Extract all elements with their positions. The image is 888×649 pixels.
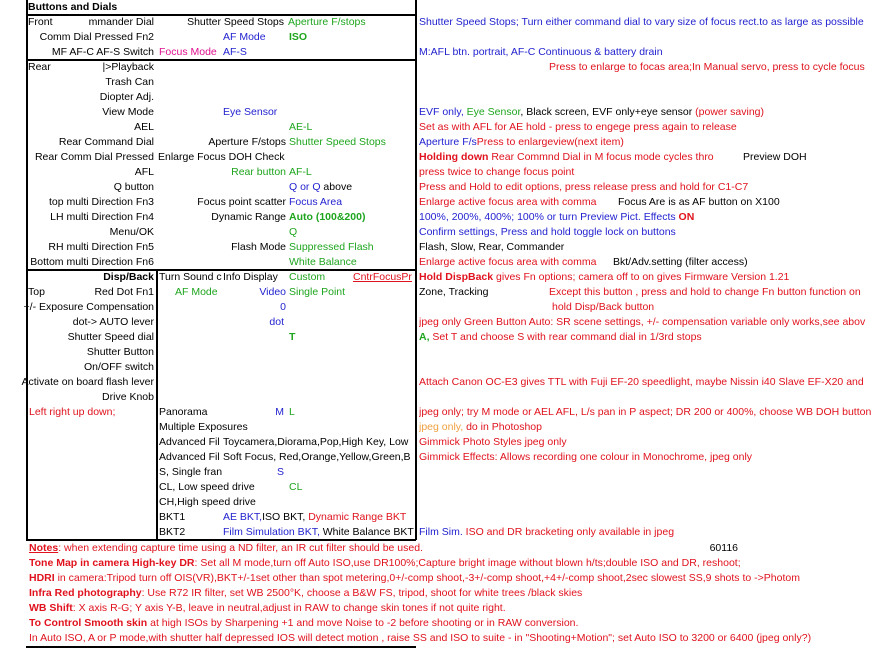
evf-part4: (power saving) bbox=[695, 106, 765, 118]
hdri-part1: HDRI bbox=[29, 572, 55, 584]
hold-disp-part1: Hold DispBack bbox=[419, 271, 494, 283]
cell-fn6-desc: Enlarge active focus area with comma bbox=[419, 256, 597, 268]
film-sim-part1: Film Sim. bbox=[419, 526, 463, 538]
cell-fn6: Bottom multi Direction Fn6 bbox=[30, 256, 154, 268]
cell-q-desc: Press and Hold to edit options, press release press and hold for C1-C7 bbox=[419, 181, 749, 193]
cell-playback: |>Playback bbox=[102, 61, 154, 73]
notes-part1: Notes bbox=[29, 542, 59, 554]
cell-menu-ok: Menu/OK bbox=[109, 226, 154, 238]
cell-eye-sensor: Eye Sensor bbox=[223, 106, 278, 118]
wb-part2: : X axis R-G; Y axis Y-B, leave in neutral,adjust in RAW to change skin tones if not quite right. bbox=[72, 602, 506, 614]
cell-bkt1-values bbox=[223, 510, 415, 525]
cell-dynamic-range: Dynamic Range bbox=[211, 211, 286, 223]
cell-toycamera: Toycamera,Diorama,Pop,High Key, Low bbox=[223, 436, 409, 448]
q-or-q-part1: Q or Q bbox=[289, 181, 321, 193]
cell-focus-mode: Focus Mode bbox=[159, 46, 217, 58]
dr-desc-part1: 100%, 200%, 400%; 100% or turn Preview Pict. Effects bbox=[419, 211, 679, 223]
cell-adv-fil1: Advanced Fil bbox=[159, 436, 220, 448]
cell-ch-high: CH,High speed drive bbox=[159, 496, 256, 508]
row-auto-iso: In Auto ISO, A or P mode,with shutter half depressed IOS will detect motion , raise SS and ISO to suite - in "Shooting+Motion"; set Auto ISO to 3200 or 6400 (jpeg only?) bbox=[29, 632, 812, 644]
cell-fn3: top multi Direction Fn3 bbox=[48, 196, 154, 208]
cell-afl-desc: press twice to change focus point bbox=[419, 166, 575, 178]
evf-part2: Eye Sensor bbox=[466, 106, 521, 118]
cell-zone: Zone, Tracking bbox=[419, 286, 489, 298]
cell-command-dial: mmander Dial bbox=[88, 16, 154, 28]
jpeg-photoshop-part1: jpeg only, bbox=[419, 421, 464, 433]
a-set-t-part2: Set T and choose S with rear command dial in 1/3rd stops bbox=[429, 331, 702, 343]
cell-adv-fil2: Advanced Fil bbox=[159, 451, 220, 463]
film-sim-part2: ISO and DR bracketing only available in jpeg bbox=[462, 526, 675, 538]
cell-soft-focus: Soft Focus, Red,Orange,Yellow,Green,B bbox=[223, 451, 411, 463]
cell-exp-comp: +/- Exposure Compensation bbox=[23, 301, 154, 313]
cell-q2: Q bbox=[289, 226, 298, 238]
a-set-t-part1: A, bbox=[419, 331, 430, 343]
cell-multiple: Multiple Exposures bbox=[159, 421, 248, 433]
cell-video: Video bbox=[259, 286, 286, 298]
cell-disp-back: Disp/Back bbox=[103, 271, 154, 283]
cell-panorama: Panorama bbox=[159, 406, 208, 418]
ae-bkt: AE BKT, bbox=[223, 511, 263, 523]
cell-60116: 60116 bbox=[709, 542, 738, 554]
row-wb-shift bbox=[29, 601, 888, 616]
cell-cl-low: CL, Low speed drive bbox=[159, 481, 255, 493]
cell-comm-dial-fn2: Comm Dial Pressed Fn2 bbox=[39, 31, 154, 43]
ap-desc-part1: Aperture F/s bbox=[419, 136, 477, 148]
cell-flash-desc: Flash, Slow, Rear, Commander bbox=[419, 241, 565, 253]
row-tone-map bbox=[29, 556, 888, 571]
wb-bkt: White Balance BKT bbox=[319, 526, 414, 538]
holding-part2: Rear Commnd Dial in M focus mode cycles thro bbox=[488, 151, 714, 163]
cell-af-mode2: AF Mode bbox=[175, 286, 218, 298]
cell-shutter-button: Shutter Button bbox=[86, 346, 154, 358]
cell-aperture-stops: Aperture F/stops bbox=[288, 16, 366, 28]
cell-red-dot: Red Dot Fn1 bbox=[94, 286, 154, 298]
cell-s: S bbox=[276, 466, 284, 478]
cell-t: T bbox=[289, 331, 296, 343]
cell-hold-disp-btn: hold Disp/Back button bbox=[552, 301, 655, 313]
notes-part2: : when extending capture time using a ND filter, an IR cut filter should be used. bbox=[58, 542, 423, 554]
iso-bkt: ISO BKT, bbox=[262, 511, 306, 523]
cell-aperture-stops2: Aperture F/stops bbox=[208, 136, 286, 148]
evf-part1: EVF only, bbox=[419, 106, 467, 118]
cell-rear-cmd-pressed: Rear Comm Dial Pressed bbox=[34, 151, 154, 163]
cell-dot-auto: dot-> AUTO lever bbox=[72, 316, 154, 328]
cell-header-title: Buttons and Dials bbox=[28, 1, 118, 13]
cell-shutter-desc: Shutter Speed Stops; Turn either command dial to vary size of focus rect.to as large as possible bbox=[419, 16, 864, 28]
smooth-part1: To Control Smooth skin bbox=[29, 617, 148, 629]
hdri-part2: in camera:Tripod turn off OIS(VR),BKT+/-1set other than spot metering,0+/-comp shoot,-3+/-comp shoot,+4+/-comp shoot,2sec slowest SS,9 shots to ->Photom bbox=[54, 572, 800, 584]
cell-fn3-desc: Enlarge active focus area with comma bbox=[419, 196, 597, 208]
cell-bkt2-values bbox=[223, 525, 415, 540]
ir-part2: : Use R72 IR filter, set WB 2500°K, choose a B&W FS, tripod, shoot for white trees /black skies bbox=[141, 587, 583, 599]
border-bottom-page bbox=[26, 646, 416, 648]
cell-q-or-q bbox=[289, 180, 415, 195]
cell-af-mode: AF Mode bbox=[223, 31, 266, 43]
cell-hold-disp bbox=[419, 270, 888, 285]
cell-aperture-desc bbox=[419, 135, 719, 150]
cell-pano-desc: jpeg only; try M mode or AEL AFL, L/s pan in P aspect; DR 200 or 400%, choose WB DOH button bbox=[419, 406, 872, 418]
cell-rear-button: Rear button bbox=[231, 166, 286, 178]
cell-onoff: On/OFF switch bbox=[83, 361, 154, 373]
cell-fn3-desc2: Focus Are is as AF button on X100 bbox=[618, 196, 780, 208]
cell-evf-desc bbox=[419, 105, 888, 120]
cell-fn5: RH multi Direction Fn5 bbox=[48, 241, 154, 253]
cell-mf-afc-switch: MF AF-C AF-S Switch bbox=[51, 46, 154, 58]
cell-enlarge-dof: Enlarge Focus DOH Check bbox=[158, 151, 285, 163]
cell-l: L bbox=[289, 406, 295, 418]
cell-gimmick1: Gimmick Photo Styles jpeg only bbox=[419, 436, 567, 448]
row-hdri bbox=[29, 571, 888, 586]
wb-part1: WB Shift bbox=[29, 602, 73, 614]
cell-activate-flash: Activate on board flash lever bbox=[21, 376, 154, 388]
cell-cntr-focus: CntrFocusPr bbox=[353, 271, 412, 283]
cell-turn-sound: Turn Sound c bbox=[159, 271, 222, 283]
row-notes bbox=[29, 541, 679, 556]
cell-jpeg-photoshop bbox=[419, 420, 888, 435]
cell-bkt2: BKT2 bbox=[159, 526, 186, 538]
border-col-c bbox=[156, 270, 158, 540]
cell-shutter-stops: Shutter Speed Stops bbox=[187, 16, 284, 28]
cell-attach-canon: Attach Canon OC-E3 gives TTL with Fuji EF-20 speedlight, maybe Nissin i40 Slave EF-X20 and bbox=[419, 376, 864, 388]
cell-single-point: Single Point bbox=[289, 286, 346, 298]
tone-part1: Tone Map in camera High-key DR bbox=[29, 557, 195, 569]
tone-part2: : Set all M mode,turn off Auto ISO,use DR100%;Capture bright image without blown h/ts;double ISO and DR, reshoot; bbox=[194, 557, 741, 569]
cell-drive-knob: Drive Knob bbox=[102, 391, 154, 403]
q-or-q-part2: above bbox=[320, 181, 353, 193]
cell-shutter-stops2: Shutter Speed Stops bbox=[289, 136, 386, 148]
cell-custom: Custom bbox=[289, 271, 326, 283]
evf-part3: , Black screen, EVF only+eye sensor bbox=[520, 106, 696, 118]
cell-confirm: Confirm settings, Press and hold toggle lock on buttons bbox=[419, 226, 676, 238]
holding-part1: Holding down bbox=[419, 151, 489, 163]
film-sim-bkt: Film Simulation BKT, bbox=[223, 526, 320, 538]
cell-q-button: Q button bbox=[113, 181, 154, 193]
cell-s-single: S, Single fran bbox=[159, 466, 223, 478]
cell-shutter-dial: Shutter Speed dial bbox=[67, 331, 154, 343]
cell-mafl: M:AFL btn. portrait, AF-C Continuous & battery drain bbox=[419, 46, 663, 58]
cell-m: M bbox=[275, 406, 284, 418]
cell-left-right: Left right up down; bbox=[29, 406, 116, 418]
jpeg-photoshop-part2: do in Photoshop bbox=[463, 421, 542, 433]
cell-iso: ISO bbox=[289, 31, 308, 43]
cell-white-balance: White Balance bbox=[289, 256, 357, 268]
cell-ael: AEL bbox=[134, 121, 154, 133]
cell-jpeg-green: jpeg only Green Button Auto: SR scene settings, +/- compensation variable only works,see abov bbox=[419, 316, 866, 328]
cell-zero: 0 bbox=[280, 301, 286, 313]
ap-desc-part2: Press to enlargeview(next item) bbox=[476, 136, 624, 148]
cell-fn4: LH multi Direction Fn4 bbox=[50, 211, 154, 223]
cell-top: Top bbox=[28, 286, 45, 298]
row-smooth-skin bbox=[29, 616, 888, 631]
cell-film-sim bbox=[419, 525, 888, 540]
cell-cl: CL bbox=[289, 481, 303, 493]
cell-af-s: AF-S bbox=[223, 46, 247, 58]
cell-bkt1: BKT1 bbox=[159, 511, 186, 523]
cell-front: Front bbox=[28, 16, 53, 28]
cell-flash-mode: Flash Mode bbox=[231, 241, 286, 253]
cell-afl: AFL bbox=[134, 166, 154, 178]
cell-press-enlarge: Press to enlarge to focas area;In Manual servo, press to cycle focus bbox=[549, 61, 865, 73]
cell-preview-doh: Preview DOH bbox=[743, 151, 807, 163]
smooth-part2: at high ISOs by Sharpening +1 and move Noise to -2 before shooting or in RAW conversion. bbox=[147, 617, 579, 629]
ir-part1: Infra Red photography bbox=[29, 587, 142, 599]
cell-scatter: Focus point scatter bbox=[197, 196, 286, 208]
cell-info-display: Info Display bbox=[223, 271, 278, 283]
cell-auto-100: Auto (100&200) bbox=[289, 211, 366, 223]
cell-diopter: Diopter Adj. bbox=[99, 91, 154, 103]
cell-rear: Rear bbox=[28, 61, 51, 73]
cell-a-set-t bbox=[419, 330, 888, 345]
cell-dr-desc bbox=[419, 210, 888, 225]
cell-rear-command-dial: Rear Command Dial bbox=[58, 136, 154, 148]
cell-trash: Trash Can bbox=[105, 76, 154, 88]
row-infra-red bbox=[29, 586, 888, 601]
cell-ael-desc: Set as with AFL for AE hold - press to engege press again to release bbox=[419, 121, 737, 133]
cell-focus-area: Focus Area bbox=[289, 196, 343, 208]
dr-bkt: Dynamic Range BKT bbox=[305, 511, 407, 523]
cell-af-l: AF-L bbox=[289, 166, 312, 178]
dr-desc-part2: ON bbox=[678, 211, 695, 223]
cell-suppressed: Suppressed Flash bbox=[289, 241, 374, 253]
cell-bkt-adv: Bkt/Adv.setting (filter access) bbox=[613, 256, 748, 268]
cell-ae-l: AE-L bbox=[289, 121, 313, 133]
cell-view-mode: View Mode bbox=[102, 106, 154, 118]
cell-except: Except this button , press and hold to change Fn button function on bbox=[549, 286, 861, 298]
cell-holding-desc bbox=[419, 150, 742, 165]
cell-gimmick2: Gimmick Effects: Allows recording one colour in Monochrome, jpeg only bbox=[419, 451, 753, 463]
hold-disp-part2: gives Fn options; camera off to on gives Firmware Version 1.21 bbox=[493, 271, 790, 283]
cell-dot: dot bbox=[269, 316, 284, 328]
